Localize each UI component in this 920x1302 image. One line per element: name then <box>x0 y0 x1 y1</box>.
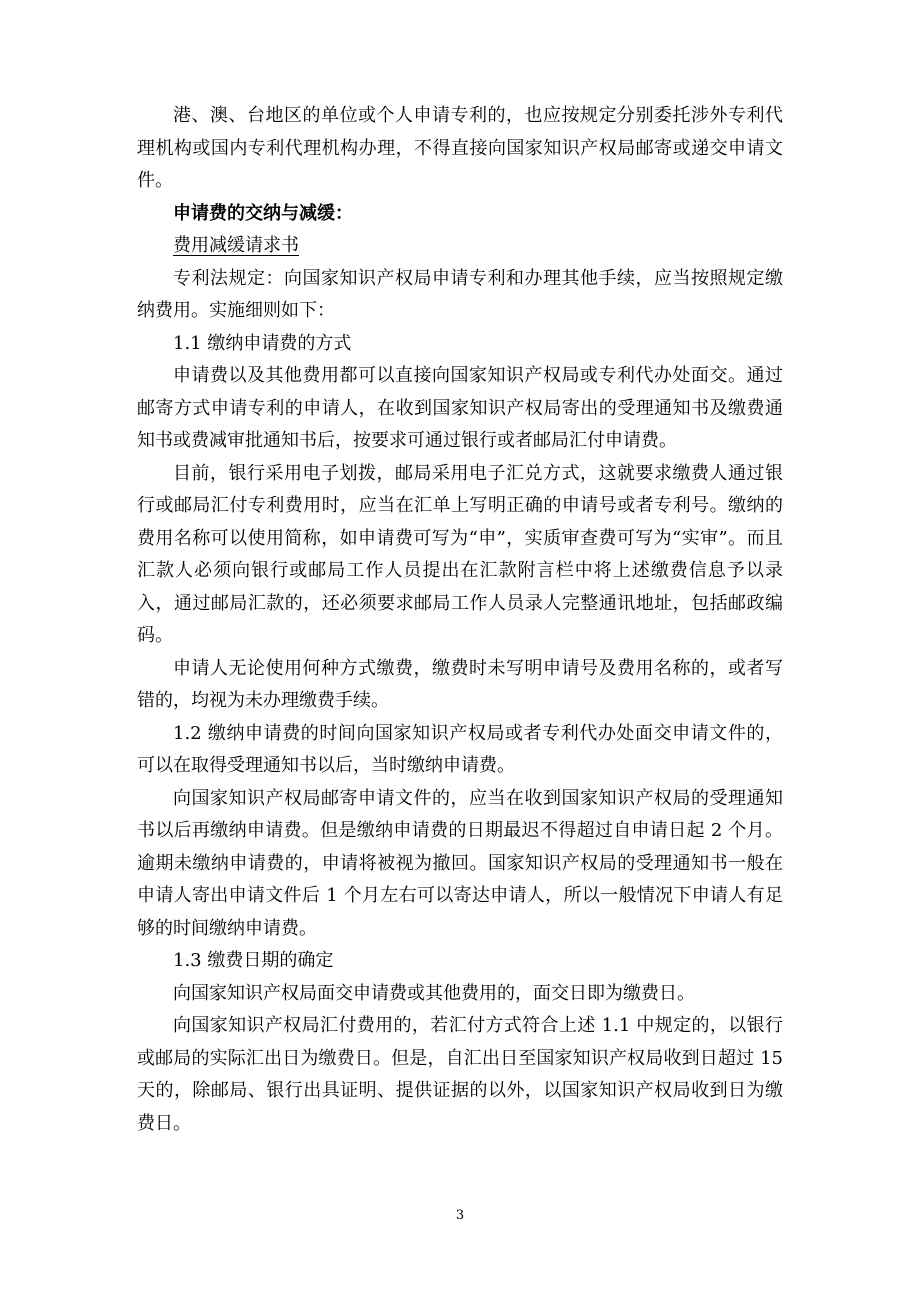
fee-reduction-request-link[interactable]: 费用减缓请求书 <box>173 235 299 256</box>
subheading-payment-method: 1.1 缴纳申请费的方式 <box>173 332 352 354</box>
paragraph-payment-time: 1.2 缴纳申请费的时间向国家知识产权局或者专利代办处面交申请文件的，可以在取得受理通知书以后，当时缴纳申请费。 <box>137 722 783 776</box>
paragraph-remittance-date: 向国家知识产权局汇付费用的，若汇付方式符合上述 1.1 中规定的，以银行或邮局的实际汇出日为缴费日。但是，自汇出日至国家知识产权局收到日超过 15 天的，除邮局、银行出具证明、提供证据的以外，以国家知识产权局收到日为缴费日。 <box>137 1015 783 1134</box>
document-page <box>137 100 783 1140</box>
paragraph-hk-macau-taiwan: 港、澳、台地区的单位或个人申请专利的，也应按规定分别委托涉外专利代理机构或国内专利代理机构办理，不得直接向国家知识产权局邮寄或递交申请文件。 <box>137 105 783 191</box>
paragraph-payment-method: 申请费以及其他费用都可以直接向国家知识产权局或专利代办处面交。通过邮寄方式申请专利的申请人，在收到国家知识产权局寄出的受理通知书及缴费通知书或费减审批通知书后，按要求可通过银行或者邮局汇付申请费。 <box>137 365 783 451</box>
paragraph-in-person-date: 向国家知识产权局面交申请费或其他费用的，面交日即为缴费日。 <box>173 982 695 1004</box>
paragraph-patent-law-fees: 专利法规定：向国家知识产权局申请专利和办理其他手续，应当按照规定缴纳费用。实施细则如下： <box>137 267 783 321</box>
section-heading-fee-payment: 申请费的交纳与减缓： <box>173 202 353 224</box>
paragraph-electronic-transfer: 目前，银行采用电子划拨，邮局采用电子汇兑方式，这就要求缴费人通过银行或邮局汇付专利费用时，应当在汇单上写明正确的申请号或者专利号。缴纳的费用名称可以使用简称，如申请费可写为“申”，实质审查费可写为“实审”。而且汇款人必须向银行或邮局工作人员提出在汇款附言栏中将上述缴费信息予以录入，通过邮局汇款的，还必须要求邮局工作人员录人完整通讯地址，包括邮政编码。 <box>137 462 783 646</box>
page-number: 3 <box>455 1208 465 1223</box>
paragraph-invalid-payment: 申请人无论使用何种方式缴费，缴费时未写明申请号及费用名称的，或者写错的，均视为未办理缴费手续。 <box>137 657 783 711</box>
paragraph-mail-application: 向国家知识产权局邮寄申请文件的，应当在收到国家知识产权局的受理通知书以后再缴纳申请费。但是缴纳申请费的日期最迟不得超过自申请日起 2 个月。逾期未缴纳申请费的，申请将被视为撤回。国家知识产权局的受理通知书一般在申请人寄出申请文件后 1 个月左右可以寄达申请人，所以一般情况下申请人有足够的时间缴纳申请费。 <box>137 787 783 939</box>
subheading-payment-date: 1.3 缴费日期的确定 <box>173 950 334 971</box>
